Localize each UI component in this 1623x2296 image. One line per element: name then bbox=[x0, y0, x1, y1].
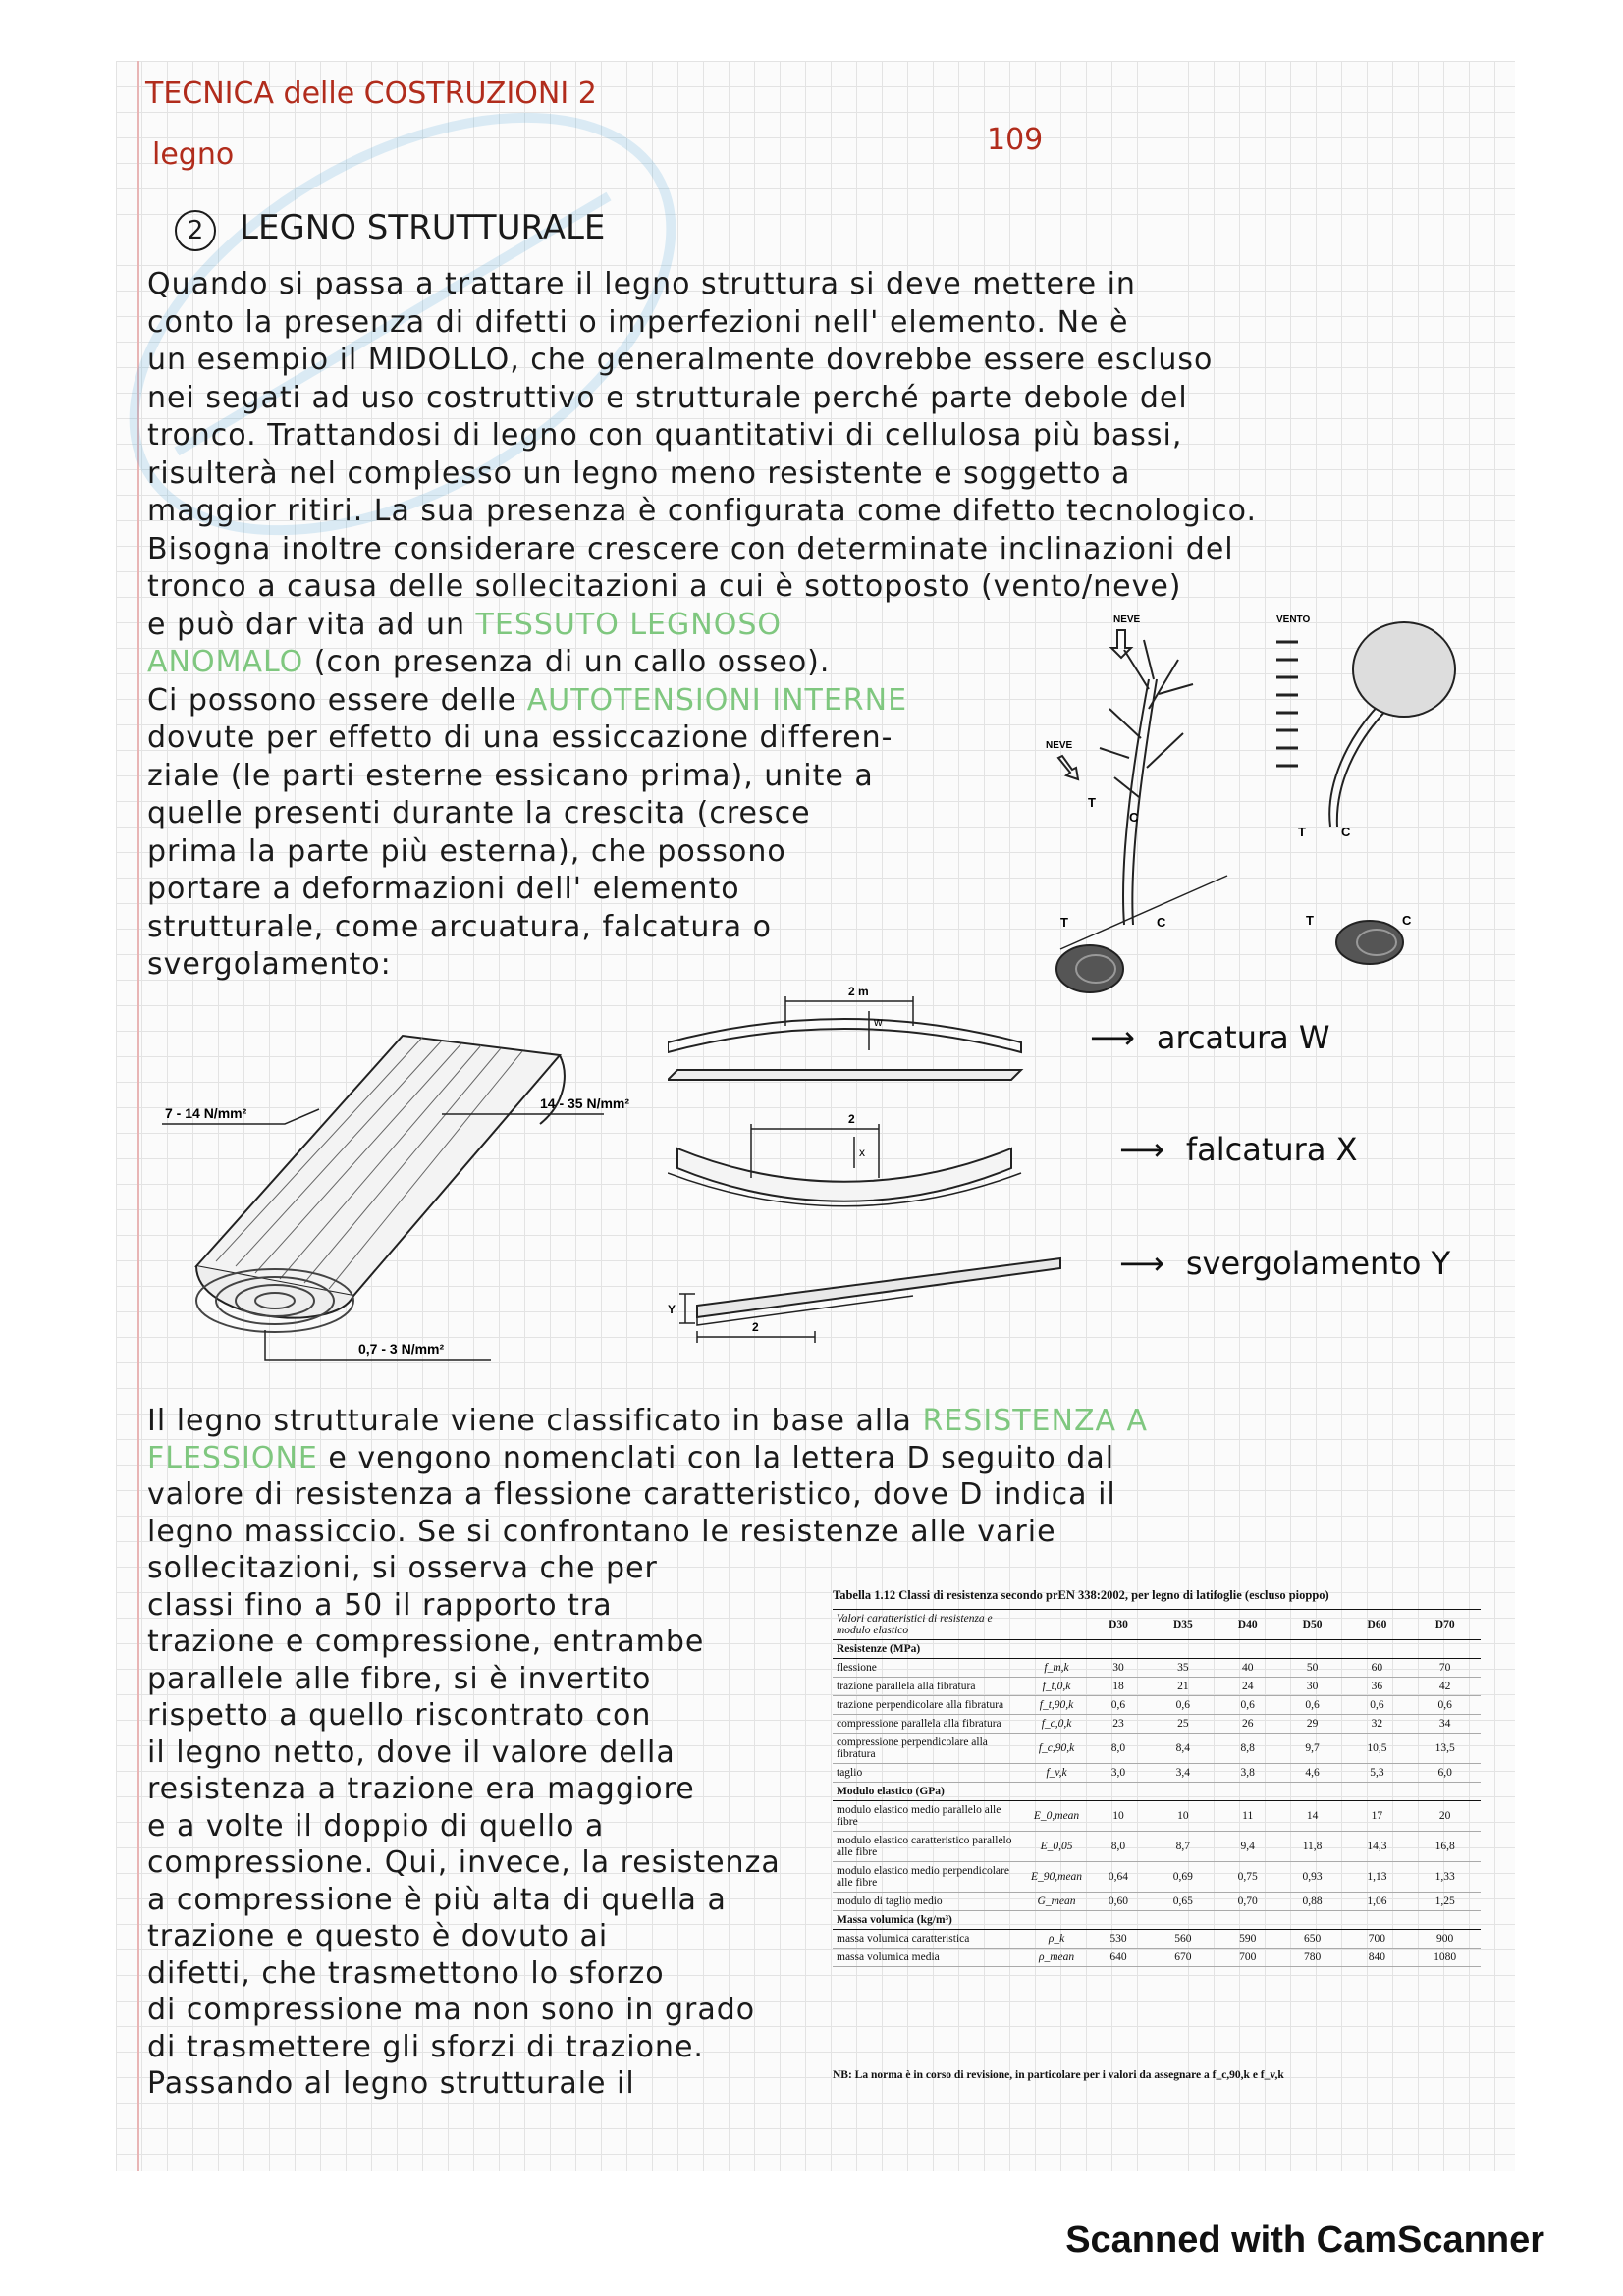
paragraph-2-line: a compressione è più alta di quella a bbox=[147, 1882, 727, 1917]
subject-label: legno bbox=[152, 137, 235, 172]
paragraph-1-line: nei segati ad uso costruttivo e strutturale perché parte debole del bbox=[147, 380, 1188, 415]
table-row-symbol: E_0,mean bbox=[1027, 1801, 1086, 1832]
table-cell: 10,5 bbox=[1345, 1734, 1410, 1764]
paragraph-1-line: tronco. Trattandosi di legno con quantitativi di cellulosa più bassi, bbox=[147, 418, 1183, 453]
table-cell: 10 bbox=[1151, 1801, 1216, 1832]
table-cell: 5,3 bbox=[1345, 1764, 1410, 1783]
table-cell: 840 bbox=[1345, 1949, 1410, 1967]
table-header-class: D30 bbox=[1086, 1610, 1151, 1640]
table-header-class: D35 bbox=[1151, 1610, 1216, 1640]
resistance-classes-table bbox=[833, 1588, 1481, 1967]
table-row-label: modulo elastico caratteristico parallelo alle fibre bbox=[833, 1832, 1027, 1862]
paragraph-1-line: un esempio il MIDOLLO, che generalmente dovrebbe essere escluso bbox=[147, 343, 1214, 377]
table-row bbox=[833, 1678, 1481, 1696]
falcatura-letter: x bbox=[859, 1146, 865, 1159]
table-header-row bbox=[833, 1610, 1481, 1640]
label-longitudinal: 14 - 35 N/mm² bbox=[540, 1095, 630, 1111]
paragraph-2-line: il legno netto, dove il valore della bbox=[147, 1735, 676, 1770]
paragraph-2-line: difetti, che trasmettono lo sforzo bbox=[147, 1955, 665, 1991]
table-row-symbol: f_t,0,k bbox=[1027, 1678, 1086, 1696]
section-number: 2 bbox=[175, 210, 216, 251]
camscanner-footer: Scanned with CamScanner bbox=[1065, 2219, 1544, 2261]
table-cell: 0,6 bbox=[1345, 1696, 1410, 1715]
table-cell: 3,4 bbox=[1151, 1764, 1216, 1783]
wind-arrows-icon bbox=[1276, 642, 1298, 766]
paragraph-2-line: classi fino a 50 il rapporto tra bbox=[147, 1587, 613, 1623]
table-cell: 0,6 bbox=[1409, 1696, 1481, 1715]
table-cell: 8,0 bbox=[1086, 1734, 1151, 1764]
falcatura-label-row bbox=[1119, 1131, 1358, 1168]
table-cell: 8,0 bbox=[1086, 1832, 1151, 1862]
table-cell: 10 bbox=[1086, 1801, 1151, 1832]
falcatura-dim: 2 bbox=[848, 1112, 855, 1126]
deformation-figure bbox=[668, 982, 1080, 1355]
tree-snow bbox=[1060, 640, 1227, 949]
table-cell: 23 bbox=[1086, 1715, 1151, 1734]
table-cell: 17 bbox=[1345, 1801, 1410, 1832]
table-cell: 70 bbox=[1409, 1659, 1481, 1678]
label-c-right: C bbox=[1341, 825, 1351, 839]
table-cell: 0,69 bbox=[1151, 1862, 1216, 1893]
table-header-class: D60 bbox=[1345, 1610, 1410, 1640]
table-cell: 3,0 bbox=[1086, 1764, 1151, 1783]
table-row bbox=[833, 1659, 1481, 1678]
arcatura-dim: 2 m bbox=[848, 985, 869, 998]
arcatura-letter: w bbox=[874, 1015, 883, 1029]
paragraph-1-line: svergolamento: bbox=[147, 947, 392, 982]
table-cell: 8,8 bbox=[1216, 1734, 1280, 1764]
paragraph-1-line: strutturale, come arcuatura, falcatura o bbox=[147, 909, 772, 944]
margin-line bbox=[137, 61, 139, 2171]
table-cell: 9,4 bbox=[1216, 1832, 1280, 1862]
table-section-row bbox=[833, 1911, 1481, 1930]
paragraph-2-line: valore di resistenza a flessione caratteristico, dove D indica il bbox=[147, 1477, 1116, 1512]
paragraph-2-line: di compressione ma non sono in grado bbox=[147, 1993, 756, 2027]
table-row bbox=[833, 1764, 1481, 1783]
tree-wind bbox=[1329, 622, 1455, 827]
label-t-ring-right: T bbox=[1306, 913, 1314, 928]
table-cell: 34 bbox=[1409, 1715, 1481, 1734]
label-neve-side: NEVE bbox=[1046, 740, 1073, 751]
label-t-right: T bbox=[1298, 825, 1306, 839]
table-cell: 11 bbox=[1216, 1801, 1280, 1832]
table-cell: 60 bbox=[1345, 1659, 1410, 1678]
table-cell: 0,64 bbox=[1086, 1862, 1151, 1893]
table-cell: 0,93 bbox=[1280, 1862, 1345, 1893]
table-note: NB: La norma è in corso di revisione, in particolare per i valori da assegnare a f_c,90,k e f_v,k bbox=[833, 2069, 1284, 2081]
paragraph-2-line: trazione e compressione, entrambe bbox=[147, 1625, 705, 1659]
label-c-left: C bbox=[1129, 810, 1139, 825]
table-cell: 11,8 bbox=[1280, 1832, 1345, 1862]
label-c-ring-right: C bbox=[1402, 913, 1412, 928]
table-row-label: modulo elastico medio parallelo alle fibre bbox=[833, 1801, 1027, 1832]
table-cell: 0,75 bbox=[1216, 1862, 1280, 1893]
table-row-label: trazione perpendicolare alla fibratura bbox=[833, 1696, 1027, 1715]
arrow-right-icon: ⟶ bbox=[1090, 1019, 1135, 1056]
table-cell: 30 bbox=[1086, 1659, 1151, 1678]
table-cell: 700 bbox=[1216, 1949, 1280, 1967]
table-section-title: Massa volumica (kg/m³) bbox=[833, 1911, 1481, 1930]
table-row-symbol: E_90,mean bbox=[1027, 1862, 1086, 1893]
label-t-ring-left: T bbox=[1060, 915, 1068, 930]
table-cell: 0,6 bbox=[1280, 1696, 1345, 1715]
paragraph-1-line: Bisogna inoltre considerare crescere con determinate inclinazioni del bbox=[147, 531, 1234, 566]
table-cell: 0,60 bbox=[1086, 1893, 1151, 1911]
table-cell: 32 bbox=[1345, 1715, 1410, 1734]
table-cell: 36 bbox=[1345, 1678, 1410, 1696]
table-row-symbol: f_c,0,k bbox=[1027, 1715, 1086, 1734]
table-cell: 0,65 bbox=[1151, 1893, 1216, 1911]
paragraph-1-line: prima la parte più esterna), che possono bbox=[147, 833, 786, 869]
paragraph-2-line: rispetto a quello riscontrato con bbox=[147, 1698, 652, 1733]
table-cell: 670 bbox=[1151, 1949, 1216, 1967]
paragraph-2-line: di trasmettere gli sforzi di trazione. bbox=[147, 2029, 704, 2064]
table-caption: Tabella 1.12 Classi di resistenza secondo prEN 338:2002, per legno di latifoglie (escluso pioppo) bbox=[833, 1588, 1329, 1602]
paragraph-1-line: risulterà nel complesso un legno meno resistente e soggetto a bbox=[147, 455, 1131, 491]
paragraph-1-line: ziale (le parti esterne essicano prima), unite a bbox=[147, 758, 874, 793]
table-row-symbol: E_0,05 bbox=[1027, 1832, 1086, 1862]
paragraph-2-line: compressione. Qui, invece, la resistenza bbox=[147, 1845, 781, 1880]
table-cell: 24 bbox=[1216, 1678, 1280, 1696]
table-header-class: D70 bbox=[1409, 1610, 1481, 1640]
table-cell: 20 bbox=[1409, 1801, 1481, 1832]
table-cell: 1,13 bbox=[1345, 1862, 1410, 1893]
table-row-symbol: f_v,k bbox=[1027, 1764, 1086, 1783]
table-cell: 25 bbox=[1151, 1715, 1216, 1734]
paragraph-2-line: FLESSIONE e vengono nomenclati con la lettera D seguito dal bbox=[147, 1440, 1115, 1475]
paragraph-2-line: sollecitazioni, si osserva che per bbox=[147, 1551, 658, 1585]
table-header-symbol bbox=[1027, 1610, 1086, 1640]
table-row-symbol: f_m,k bbox=[1027, 1659, 1086, 1678]
table-cell: 0,6 bbox=[1086, 1696, 1151, 1715]
table-row-label: modulo di taglio medio bbox=[833, 1893, 1027, 1911]
table-cell: 26 bbox=[1216, 1715, 1280, 1734]
table-row-symbol: ρ_k bbox=[1027, 1930, 1086, 1949]
table-cell: 1,33 bbox=[1409, 1862, 1481, 1893]
arcatura-diagram bbox=[668, 996, 1021, 1080]
table-row-symbol: f_c,90,k bbox=[1027, 1734, 1086, 1764]
table-row bbox=[833, 1893, 1481, 1911]
table-cell: 35 bbox=[1151, 1659, 1216, 1678]
table-cell: 0,6 bbox=[1151, 1696, 1216, 1715]
paragraph-2-line: Passando al legno strutturale il bbox=[147, 2066, 635, 2101]
table-row-label: massa volumica caratteristica bbox=[833, 1930, 1027, 1949]
paragraph-1-line: tronco a causa delle sollecitazioni a cui è sottoposto (vento/neve) bbox=[147, 569, 1182, 604]
table-section-title: Resistenze (MPa) bbox=[833, 1640, 1481, 1659]
paragraph-2-line: parallele alle fibre, si è invertito bbox=[147, 1661, 652, 1696]
falcatura-diagram bbox=[668, 1124, 1021, 1206]
table-cell: 650 bbox=[1280, 1930, 1345, 1949]
table-row-label: modulo elastico medio perpendicolare alle fibre bbox=[833, 1862, 1027, 1893]
paragraph-1-line: maggior ritiri. La sua presenza è configurata come difetto tecnologico. bbox=[147, 494, 1257, 528]
tree-bending-figure bbox=[1031, 601, 1492, 993]
snow-arrow-side-icon bbox=[1058, 756, 1078, 779]
table-cell: 50 bbox=[1280, 1659, 1345, 1678]
arcatura-label: arcatura W bbox=[1156, 1019, 1330, 1056]
table-cell: 21 bbox=[1151, 1678, 1216, 1696]
section-rings-right bbox=[1336, 921, 1403, 964]
table-cell: 1,06 bbox=[1345, 1893, 1410, 1911]
table-cell: 16,8 bbox=[1409, 1832, 1481, 1862]
course-title: TECNICA delle COSTRUZIONI 2 bbox=[145, 77, 597, 111]
paragraph-2-line: Il legno strutturale viene classificato in base alla RESISTENZA A bbox=[147, 1404, 1149, 1438]
table-cell: 560 bbox=[1151, 1930, 1216, 1949]
table-row bbox=[833, 1801, 1481, 1832]
table-cell: 640 bbox=[1086, 1949, 1151, 1967]
table-row bbox=[833, 1949, 1481, 1967]
paragraph-1-line: Quando si passa a trattare il legno struttura si deve mettere in bbox=[147, 267, 1136, 301]
paragraph-2-line: resistenza a trazione era maggiore bbox=[147, 1772, 695, 1806]
table-row bbox=[833, 1715, 1481, 1734]
table-row bbox=[833, 1696, 1481, 1715]
paragraph-1-line: e può dar vita ad un TESSUTO LEGNOSO bbox=[147, 607, 782, 642]
table-header-class: D50 bbox=[1280, 1610, 1345, 1640]
table-cell: 42 bbox=[1409, 1678, 1481, 1696]
svergolamento-diagram bbox=[679, 1258, 1060, 1343]
table-cell: 1080 bbox=[1409, 1949, 1481, 1967]
table-row-label: massa volumica media bbox=[833, 1949, 1027, 1967]
log-resistance-figure bbox=[157, 1016, 668, 1369]
label-radial: 7 - 14 N/mm² bbox=[165, 1105, 247, 1121]
table-cell: 780 bbox=[1280, 1949, 1345, 1967]
table-cell: 0,70 bbox=[1216, 1893, 1280, 1911]
label-neve: NEVE bbox=[1113, 614, 1141, 625]
label-t-left: T bbox=[1088, 795, 1096, 810]
table-header-label: Valori caratteristici di resistenza e modulo elastico bbox=[833, 1610, 1027, 1640]
table-section-row bbox=[833, 1783, 1481, 1801]
table-cell: 40 bbox=[1216, 1659, 1280, 1678]
paragraph-1-line: portare a deformazioni dell' elemento bbox=[147, 872, 740, 906]
table-cell: 6,0 bbox=[1409, 1764, 1481, 1783]
snow-arrow-top-icon bbox=[1111, 630, 1131, 658]
page-number: 109 bbox=[987, 123, 1044, 157]
svergolamento-dim: 2 bbox=[752, 1320, 759, 1334]
table-cell: 18 bbox=[1086, 1678, 1151, 1696]
table-cell: 0,88 bbox=[1280, 1893, 1345, 1911]
table-header-class: D40 bbox=[1216, 1610, 1280, 1640]
table-row bbox=[833, 1930, 1481, 1949]
table-row-label: compressione perpendicolare alla fibratura bbox=[833, 1734, 1027, 1764]
label-vento: VENTO bbox=[1276, 614, 1311, 625]
table-cell: 530 bbox=[1086, 1930, 1151, 1949]
table-cell: 900 bbox=[1409, 1930, 1481, 1949]
svergolamento-label: svergolamento Y bbox=[1185, 1245, 1451, 1282]
section-title-row bbox=[175, 208, 605, 251]
table-cell: 8,4 bbox=[1151, 1734, 1216, 1764]
table-row bbox=[833, 1734, 1481, 1764]
table-row-symbol: ρ_mean bbox=[1027, 1949, 1086, 1967]
paragraph-2-line: trazione e questo è dovuto ai bbox=[147, 1919, 609, 1953]
table-cell: 9,7 bbox=[1280, 1734, 1345, 1764]
section-title: LEGNO STRUTTURALE bbox=[240, 208, 606, 247]
paragraph-2-line: legno massiccio. Se si confrontano le resistenze alle varie bbox=[147, 1514, 1056, 1549]
table-cell: 590 bbox=[1216, 1930, 1280, 1949]
paragraph-1-line: ANOMALO (con presenza di un callo osseo). bbox=[147, 645, 831, 679]
paragraph-1-line: dovute per effetto di una essiccazione differen- bbox=[147, 721, 893, 755]
paragraph-2-line: e a volte il doppio di quello a bbox=[147, 1808, 605, 1843]
table-cell: 14,3 bbox=[1345, 1832, 1410, 1862]
label-tangential: 0,7 - 3 N/mm² bbox=[358, 1341, 445, 1357]
table-row-symbol: f_t,90,k bbox=[1027, 1696, 1086, 1715]
svergolamento-label-row bbox=[1119, 1245, 1450, 1282]
paragraph-1-line: conto la presenza di difetti o imperfezioni nell' elemento. Ne è bbox=[147, 304, 1129, 340]
label-c-ring-left: C bbox=[1157, 915, 1166, 930]
table-cell: 1,25 bbox=[1409, 1893, 1481, 1911]
table-cell: 30 bbox=[1280, 1678, 1345, 1696]
table-row bbox=[833, 1832, 1481, 1862]
table-cell: 0,6 bbox=[1216, 1696, 1280, 1715]
arrow-right-icon: ⟶ bbox=[1119, 1131, 1164, 1168]
table-section-row bbox=[833, 1640, 1481, 1659]
paragraph-1-line: quelle presenti durante la crescita (cresce bbox=[147, 796, 811, 830]
table-cell: 29 bbox=[1280, 1715, 1345, 1734]
table-cell: 13,5 bbox=[1409, 1734, 1481, 1764]
table-row-label: taglio bbox=[833, 1764, 1027, 1783]
table-row-symbol: G_mean bbox=[1027, 1893, 1086, 1911]
paragraph-1-line: Ci possono essere delle AUTOTENSIONI INTERNE bbox=[147, 682, 908, 718]
table-cell: 3,8 bbox=[1216, 1764, 1280, 1783]
table-cell: 4,6 bbox=[1280, 1764, 1345, 1783]
svergolamento-letter: Y bbox=[668, 1303, 676, 1316]
table-row-label: trazione parallela alla fibratura bbox=[833, 1678, 1027, 1696]
table-cell: 700 bbox=[1345, 1930, 1410, 1949]
table-row bbox=[833, 1862, 1481, 1893]
table-section-title: Modulo elastico (GPa) bbox=[833, 1783, 1481, 1801]
falcatura-label: falcatura X bbox=[1185, 1131, 1358, 1168]
table-cell: 8,7 bbox=[1151, 1832, 1216, 1862]
table-cell: 14 bbox=[1280, 1801, 1345, 1832]
table-row-label: compressione parallela alla fibratura bbox=[833, 1715, 1027, 1734]
arcatura-label-row bbox=[1090, 1019, 1330, 1056]
table-row-label: flessione bbox=[833, 1659, 1027, 1678]
arrow-right-icon: ⟶ bbox=[1119, 1245, 1164, 1282]
